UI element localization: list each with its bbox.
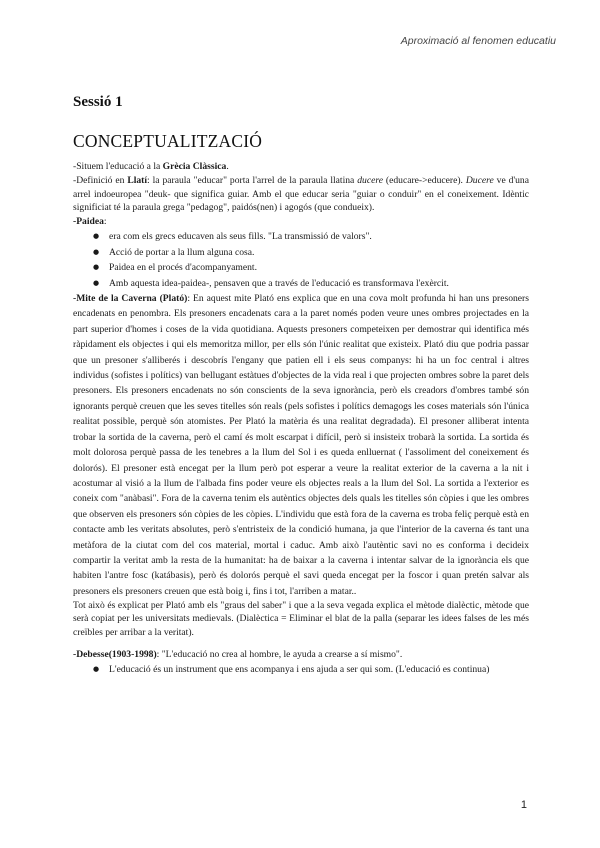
list-item: ● era com els grecs educaven als seus fills. "La transmissió de valors". xyxy=(93,229,529,244)
list-item: ● L'educació és un instrument que ens acompanya i ens ajuda a ser qui som. (L'educació es continua) xyxy=(93,662,529,677)
caverna-label: -Mite de la Caverna (Plató) xyxy=(73,293,188,305)
debesse-paragraph: -Debesse(1903-1998): "L'educació no crea al hombre, le ayuda a crearse a sí mismo". xyxy=(73,648,403,660)
caverna-paragraph: -Mite de la Caverna (Plató): En aquest mite Plató ens explica que en una cova molt profunda hi han uns presoners encadenats en penombra. Els presoners encadenats cara a la paret només poden veure unes ombres projectades en la part superior d'homes i coses de la vida quotidiana. Aquests presoners competeixen per demostrar qui identifica més ràpidament els objectes i qui els memoritza millor, per ells són l'únic realitat que existeix. Plató diu que podria passar que un presoner s'alliberés i descobrís l'engany que patien ell i els seus companys: hi ha un foc central i altres individus (sofistes i polítics) van bellugant estàtues d'objectes de la vida real i que projecten ombres sobre la paret dels presoners. Els presoners encadenats no són conscients de la seva ignorància, però els creadors d'ombres també són ignorants perquè creuen que les seves titelles són reals (pels sofistes i polítics demagogs les coses materials són l'única realitat possible, perquè són atomistes. Per Plató la matèria és una realitat degradada). El presoner alliberat intenta trobar la sortida de la caverna, però el camí és molt escarpat i difícil, però si insisteix trobarà la sortida. La sortida és molt dolorosa perquè passa de les tenebres a la llum del Sol i es queda enlluernat ( l'assoliment del coneixement és dolorós). El presoner està encegat per la llum però pot esperar a veure la realitat exterior de la caverna a la nit i acostumar al visió a la llum de l'albada fins poder veure els objectes reals a la llum del Sol. La sortida a l'exterior es coneix com "anàbasi". Fora de la caverna tenim els autèntics objectes dels quals les titelles són còpies i que les ombres que observen els presoners són còpies de les còpies. L'individu que està fora de la caverna es troba feliç perquè està en contacte amb les veritats absolutes, però s'entristeix de la condició humana, ja que l'interior de la caverna és tant una metàfora de la ciutat com del cos material, mortal i caduc. Amb això l'autèntic savi no es conforma i decideix compartir la veritat amb la resta de la humanitat: ha de baixar a la caverna i intentar salvar de la ignorància els que habiten l'antre fosc (katábasis), però és dolorós perquè el savi queda encegat per la foscor i quan pretén salvar als presoners els presoners creuen que està boig i, fins i tot, l'arriben a matar.. xyxy=(73,293,529,597)
document-body xyxy=(73,159,529,678)
debesse-label: -Debesse(1903-1998) xyxy=(73,648,157,660)
section-gap xyxy=(73,639,529,647)
debesse-list xyxy=(73,662,529,677)
running-header: Aproximació al fenomen educatiu xyxy=(400,35,556,47)
session-title: Sessió 1 xyxy=(73,94,123,110)
list-item: ● Acció de portar a la llum alguna cosa. xyxy=(93,245,529,260)
keyword-grecia: Grècia Clàssica xyxy=(162,161,227,172)
paideia-heading: -Paidea: xyxy=(73,216,107,228)
list-item: ● Amb aquesta idea-paidea-, pensaven que a través de l'educació es transformava l'exèrcit. xyxy=(93,276,529,291)
keyword-llati: Llatí xyxy=(127,175,148,187)
main-heading: CONCEPTUALITZACIÓ xyxy=(73,131,263,151)
intro-definition: -Definició en Llatí: la paraula "educar" porta l'arrel de la paraula llatina ducere (educare->educere). Ducere ve d'una arrel indoeuropea "deuk- que significa guiar. Amb el que educar seria "guiar o conduir" en el coneixement. Idèntic significiat té la paraula grega "pedagog", paidós(nen) i agogós (que condueix). xyxy=(73,175,529,213)
intro-situate: -Situem l'educació a la Grècia Clàssica. xyxy=(73,161,229,172)
summary-paragraph: Tot això és explicat per Plató amb els "graus del saber" i que a la seva vegada explica el mètode dialèctic, mètode que serà copiat per les universitats medievals. (Dialèctica = Eliminar el blat de la palla (separar les idees falses de les més creïbles per arribar a la veritat). xyxy=(73,600,529,638)
page-number: 1 xyxy=(520,799,527,811)
paideia-list xyxy=(73,229,529,291)
list-item: ● Paidea en el procés d'acompanyament. xyxy=(93,260,529,275)
